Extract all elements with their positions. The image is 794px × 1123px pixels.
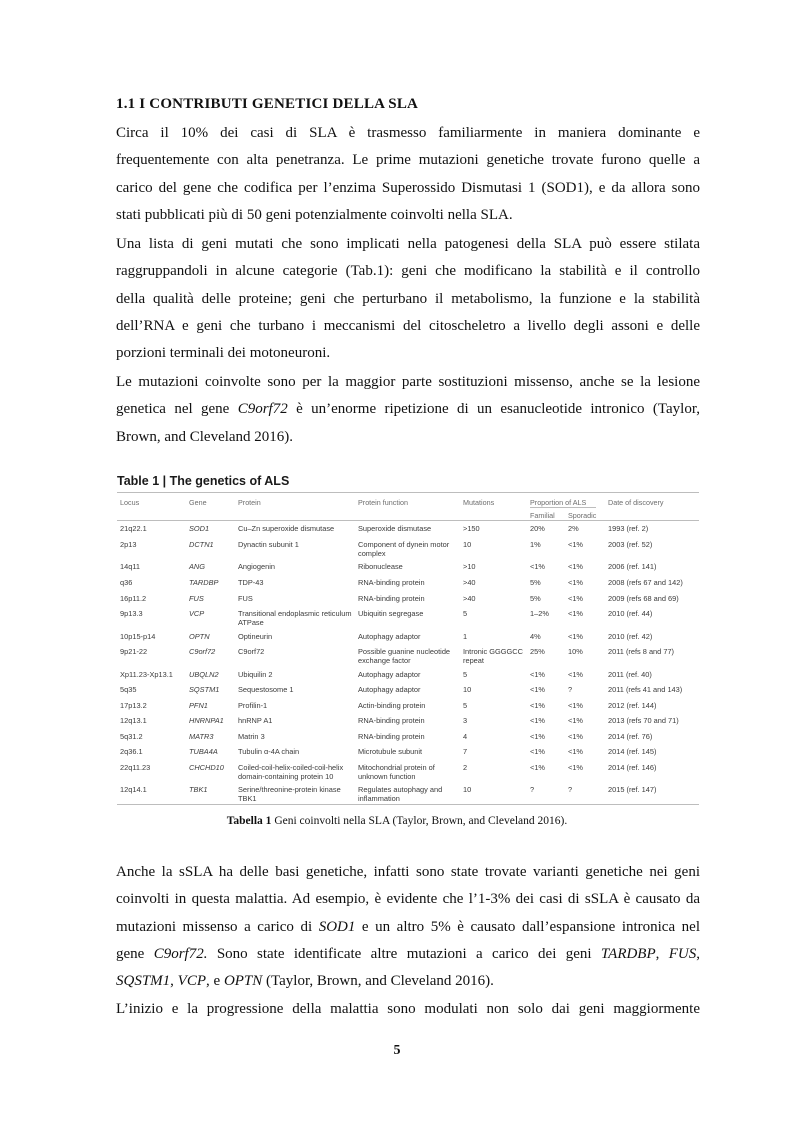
table-cell-locus: 5q35: [120, 685, 137, 694]
table-cell-function: Ribonuclease: [358, 562, 403, 571]
text-line: carico del gene che codifica per l’enzima Superossido Dismutasi 1 (SOD1), e da allora sono: [116, 179, 700, 196]
table-cell-locus: q36: [120, 578, 133, 587]
table-cell-protein: Ubiquilin 2: [238, 670, 273, 679]
col-header-familial: Familial: [530, 511, 555, 520]
gene-name: SQSTM1: [116, 973, 171, 990]
table-cell-gene: VCP: [189, 609, 205, 618]
table-cell-gene: FUS: [189, 594, 204, 603]
table-cell-date: 2010 (ref. 44): [608, 609, 653, 618]
table-cell-gene: HNRNPA1: [189, 716, 224, 725]
table-cell-locus: 16p11.2: [120, 594, 147, 603]
table-cell-sporadic: <1%: [568, 594, 583, 603]
genetics-table: [117, 474, 699, 806]
table-cell-mutations: 10: [463, 685, 472, 694]
table-cell-gene: DCTN1: [189, 540, 214, 549]
paragraph-progression: [116, 996, 700, 1023]
text-line: dell’RNA e geni che turbano i meccanismi del citoscheletro a livello degli assoni e delle: [116, 317, 700, 334]
text-line: Anche la sSLA ha delle basi genetiche, infatti sono state trovate varianti genetiche nei geni: [116, 864, 700, 880]
table-cell-date: 2014 (ref. 145): [608, 747, 657, 756]
table-cell-date: 2011 (ref. 40): [608, 670, 652, 679]
table-cell-familial: <1%: [530, 732, 545, 741]
table-cell-protein: Coiled-coil-helix-coiled-coil-helix domain-containing protein 10: [238, 763, 344, 781]
table-cell-function: RNA-binding protein: [358, 732, 425, 741]
table-cell-function: Autophagy adaptor: [358, 670, 421, 679]
table-cell-sporadic: <1%: [568, 562, 583, 571]
paragraph-mutations: [116, 369, 700, 451]
table-cell-familial: 1%: [530, 540, 541, 549]
table-cell-locus: Xp11.23-Xp13.1: [120, 670, 173, 679]
table-cell-protein: FUS: [238, 594, 253, 603]
table-cell-mutations: >40: [463, 578, 476, 587]
text-line: della qualità delle proteine; geni che perturbano il metabolismo, la funzione e la stabilità: [116, 290, 700, 307]
table-cell-function: Possible guanine nucleotide exchange factor: [358, 647, 451, 665]
text-line: raggruppandoli in alcune categorie (Tab.1): geni che modificano la stabilità e il controllo: [116, 263, 700, 280]
table-cell-familial: <1%: [530, 701, 545, 710]
text-line: genetica nel gene C9orf72 è un’enorme ripetizione di un esanucleotide intronico (Taylor,: [116, 401, 700, 418]
gene-name: VCP: [177, 973, 207, 990]
gene-name: C9orf72: [237, 401, 288, 418]
table-cell-familial: <1%: [530, 716, 545, 725]
table-cell-date: 2013 (refs 70 and 71): [608, 716, 679, 725]
table-cell-familial: <1%: [530, 670, 545, 679]
table-cell-familial: ?: [530, 785, 535, 794]
table-cell-protein: Transitional endoplasmic reticulum ATPase: [238, 609, 352, 627]
table-cell-familial: 5%: [530, 578, 541, 587]
table-cell-sporadic: <1%: [568, 609, 583, 618]
table-cell-function: RNA-binding protein: [358, 578, 425, 587]
gene-name: TARDBP: [600, 945, 656, 962]
table-cell-function: Mitochondrial protein of unknown function: [358, 763, 435, 781]
table-cell-date: 2006 (ref. 141): [608, 562, 657, 571]
table-cell-mutations: 7: [463, 747, 468, 756]
table-cell-locus: 12q14.1: [120, 785, 147, 794]
table-cell-function: Regulates autophagy and inflammation: [358, 785, 443, 803]
table-cell-date: 2008 (refs 67 and 142): [608, 578, 683, 587]
table-cell-locus: 2p13: [120, 540, 137, 549]
table-cell-mutations: 2: [463, 763, 468, 772]
gene-name: C9orf72.: [153, 945, 208, 962]
table-cell-mutations: >10: [463, 562, 476, 571]
table-cell-protein: Matrin 3: [238, 732, 265, 741]
text-line: L’inizio e la progressione della malattia sono modulati non solo dai geni maggiormente: [116, 1001, 700, 1017]
table-cell-function: Component of dynein motor complex: [358, 540, 450, 558]
table-cell-locus: 12q13.1: [120, 716, 147, 725]
table-cell-mutations: 5: [463, 670, 468, 679]
table-cell-locus: 9p13.3: [120, 609, 143, 618]
table-cell-gene: CHCHD10: [189, 763, 224, 772]
table-cell-gene: MATR3: [189, 732, 214, 741]
table-cell-function: Superoxide dismutase: [358, 524, 432, 533]
table-cell-familial: <1%: [530, 763, 545, 772]
table-cell-locus: 5q31.2: [120, 732, 143, 741]
page-number: 5: [393, 1043, 401, 1058]
col-header-date: Date of discovery: [608, 498, 664, 507]
table-caption: [0, 815, 794, 827]
table-rule: [117, 520, 699, 521]
table-cell-mutations: 10: [463, 785, 472, 794]
table-cell-function: RNA-binding protein: [358, 716, 425, 725]
table-cell-protein: hnRNP A1: [238, 716, 273, 725]
text-line: stati pubblicati più di 50 geni potenzialmente coinvolti nella SLA.: [116, 206, 513, 223]
table-cell-date: 2003 (ref. 52): [608, 540, 653, 549]
col-header-function: Protein function: [358, 498, 408, 507]
table-cell-date: 2014 (ref. 146): [608, 763, 657, 772]
table-cell-locus: 10p15-p14: [120, 632, 156, 641]
table-cell-protein: C9orf72: [238, 647, 265, 656]
table-cell-sporadic: 2%: [568, 524, 579, 533]
table-cell-locus: 2q36.1: [120, 747, 143, 756]
table-cell-function: Ubiquitin segregase: [358, 609, 424, 618]
table-cell-function: Actin-binding protein: [358, 701, 426, 710]
table-cell-familial: <1%: [530, 562, 545, 571]
table-cell-date: 1993 (ref. 2): [608, 524, 649, 533]
table-cell-gene: UBQLN2: [189, 670, 219, 679]
table-cell-gene: TUBA4A: [189, 747, 218, 756]
text-line: mutazioni missenso a carico di SOD1 e un altro 5% è causato dall’espansione intronica nel: [116, 918, 700, 935]
paragraph-ssla: [116, 859, 700, 995]
text-line: coinvolti in questa malattia. Ad esempio, è evidente che l’1-3% dei casi di sSLA è causato da: [116, 891, 700, 908]
text-line: frequentemente con alta penetranza. Le prime mutazioni genetiche trovate furono quelle a: [116, 152, 700, 169]
text-line: gene C9orf72. Sono state identificate altre mutazioni a carico dei geni TARDBP, FUS,: [116, 945, 700, 962]
table-cell-familial: 4%: [530, 632, 541, 641]
table-cell-mutations: 3: [463, 716, 468, 725]
table-cell-mutations: >150: [463, 524, 480, 533]
table-cell-mutations: 4: [463, 732, 468, 741]
table-cell-protein: Profilin-1: [238, 701, 268, 710]
table-cell-sporadic: <1%: [568, 747, 583, 756]
text-line: Una lista di geni mutati che sono implicati nella patogenesi della SLA può essere stilata: [116, 236, 700, 252]
table-cell-gene: ANG: [189, 562, 206, 571]
table-cell-date: 2015 (ref. 147): [608, 785, 657, 794]
col-header-protein: Protein: [238, 498, 261, 507]
table-cell-gene: PFN1: [189, 701, 208, 710]
caption-text: Geni coinvolti nella SLA (Taylor, Brown, and Cleveland 2016).: [271, 815, 568, 827]
table-cell-sporadic: ?: [568, 685, 573, 694]
table-cell-mutations: Intronic GGGGCC repeat: [463, 647, 523, 665]
table-cell-protein: Angiogenin: [238, 562, 275, 571]
table-cell-gene: TBK1: [189, 785, 208, 794]
table-cell-sporadic: <1%: [568, 670, 583, 679]
gene-name: OPTN: [223, 973, 263, 990]
table-cell-sporadic: <1%: [568, 732, 583, 741]
table-cell-mutations: >40: [463, 594, 476, 603]
table-cell-function: Autophagy adaptor: [358, 632, 421, 641]
col-header-sporadic: Sporadic: [568, 511, 597, 520]
text-line: Brown, and Cleveland 2016).: [116, 428, 294, 445]
table-cell-protein: Serine/threonine-protein kinase TBK1: [238, 785, 341, 803]
table-cell-sporadic: 10%: [568, 647, 583, 656]
table-cell-gene: OPTN: [189, 632, 210, 641]
gene-name: FUS: [668, 945, 697, 962]
table-cell-sporadic: <1%: [568, 540, 583, 549]
paragraph-intro: [116, 120, 700, 229]
table-cell-familial: 5%: [530, 594, 541, 603]
table-cell-date: 2012 (ref. 144): [608, 701, 657, 710]
table-cell-sporadic: <1%: [568, 632, 583, 641]
table-cell-familial: 1–2%: [530, 609, 549, 618]
table-subrule: [530, 507, 596, 508]
table-cell-function: RNA-binding protein: [358, 594, 425, 603]
table-cell-sporadic: <1%: [568, 716, 583, 725]
table-cell-date: 2011 (refs 8 and 77): [608, 647, 675, 656]
gene-name: SOD1: [318, 918, 356, 935]
col-header-locus: Locus: [120, 498, 140, 507]
table-cell-gene: SOD1: [189, 524, 210, 533]
col-header-gene: Gene: [189, 498, 207, 507]
text-line: SQSTM1, VCP, e OPTN (Taylor, Brown, and Cleveland 2016).: [116, 973, 494, 990]
table-cell-mutations: 5: [463, 701, 468, 710]
table-cell-locus: 17p13.2: [120, 701, 147, 710]
table-cell-familial: <1%: [530, 747, 545, 756]
table-cell-familial: 20%: [530, 524, 545, 533]
table-cell-mutations: 10: [463, 540, 472, 549]
table-cell-sporadic: ?: [568, 785, 573, 794]
table-cell-sporadic: <1%: [568, 578, 583, 587]
table-cell-protein: TDP-43: [238, 578, 264, 587]
table-cell-protein: Optineurin: [238, 632, 273, 641]
table-title: Table 1 | The genetics of ALS: [117, 474, 290, 488]
section-heading: 1.1 I CONTRIBUTI GENETICI DELLA SLA: [116, 96, 419, 112]
table-cell-sporadic: <1%: [568, 701, 583, 710]
table-cell-date: 2014 (ref. 76): [608, 732, 653, 741]
table-cell-locus: 9p21-22: [120, 647, 148, 656]
paragraph-categories: [116, 231, 700, 367]
table-cell-mutations: 5: [463, 609, 468, 618]
table-cell-date: 2011 (refs 41 and 143): [608, 685, 683, 694]
table-cell-sporadic: <1%: [568, 763, 583, 772]
table-cell-locus: 14q11: [120, 562, 141, 571]
table-cell-date: 2010 (ref. 42): [608, 632, 653, 641]
table-cell-protein: Sequestosome 1: [238, 685, 294, 694]
table-cell-gene: C9orf72: [189, 647, 216, 656]
table-cell-function: Autophagy adaptor: [358, 685, 421, 694]
table-cell-locus: 21q22.1: [120, 524, 147, 533]
table-cell-protein: Tubulin α-4A chain: [238, 747, 300, 756]
table-cell-gene: TARDBP: [189, 578, 219, 587]
table-cell-protein: Dynactin subunit 1: [238, 540, 299, 549]
table-cell-gene: SQSTM1: [189, 685, 220, 694]
table-cell-function: Microtubule subunit: [358, 747, 423, 756]
table-cell-date: 2009 (refs 68 and 69): [608, 594, 679, 603]
table-cell-familial: <1%: [530, 685, 545, 694]
table-rule: [117, 804, 699, 805]
text-line: porzioni terminali dei motoneuroni.: [116, 345, 331, 362]
table-cell-protein: Cu–Zn superoxide dismutase: [238, 524, 335, 533]
caption-label: Tabella 1: [226, 815, 272, 827]
table-cell-mutations: 1: [463, 632, 468, 641]
col-header-proportion: Proportion of ALS: [530, 498, 587, 507]
col-header-mutations: Mutations: [463, 498, 495, 507]
table-cell-familial: 25%: [530, 647, 545, 656]
table-cell-locus: 22q11.23: [120, 763, 151, 772]
text-line: Circa il 10% dei casi di SLA è trasmesso familiarmente in maniera dominante e: [116, 125, 700, 141]
table-rule: [117, 492, 699, 493]
text-line: Le mutazioni coinvolte sono per la maggior parte sostituzioni missenso, anche se la lesione: [116, 374, 700, 390]
